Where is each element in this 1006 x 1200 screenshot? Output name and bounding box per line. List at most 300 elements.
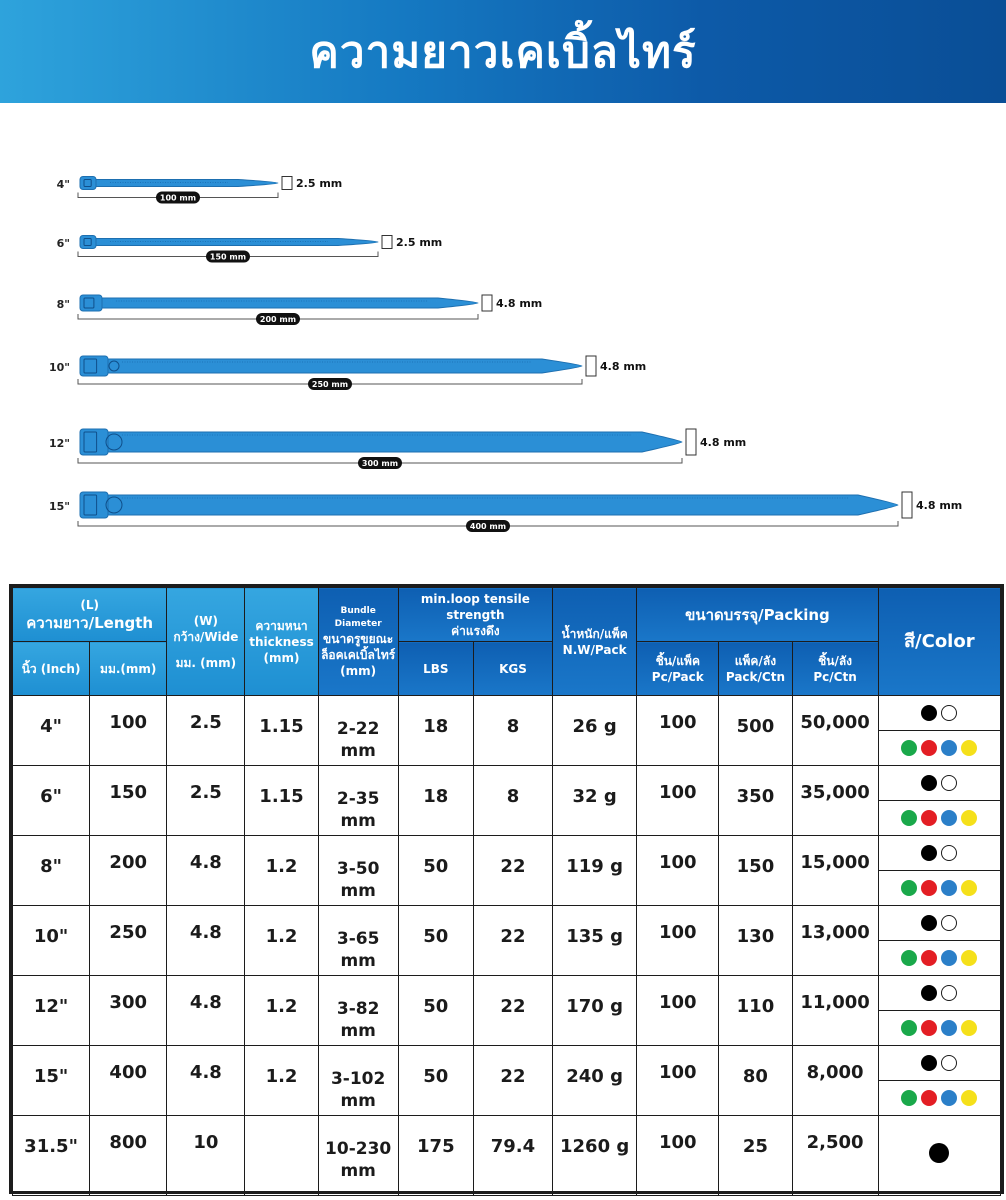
cell-pcpack	[637, 766, 719, 836]
cell-pcctn	[792, 1116, 878, 1196]
color-swatch	[921, 1020, 937, 1036]
color-swatch	[941, 880, 957, 896]
color-swatch	[901, 950, 917, 966]
color-swatch	[921, 775, 937, 791]
color-swatch	[961, 810, 977, 826]
cell-colors	[878, 976, 1000, 1046]
mm-value: 800	[109, 1132, 147, 1153]
color-swatch	[901, 1020, 917, 1036]
cell-colors	[878, 906, 1000, 976]
header-bundle-th1: ขนาดรูขยณะ	[323, 631, 394, 646]
mm-value: 150	[109, 782, 147, 803]
wide-value: 2.5	[189, 782, 222, 803]
bundle-unit: mm	[340, 1021, 376, 1041]
tie-length-label: 150 mm	[209, 252, 247, 262]
color-swatch	[941, 950, 957, 966]
table-row	[13, 906, 1001, 976]
tie-head	[80, 236, 96, 249]
cell-bundle	[318, 1046, 398, 1116]
tie-strap	[102, 298, 478, 308]
cell-kgs	[473, 766, 552, 836]
mm-value: 200	[109, 852, 147, 873]
color-swatch-row-bottom	[879, 1011, 1000, 1045]
bundle-range: 2-35	[336, 789, 380, 809]
bundle-range: 2-22	[336, 719, 380, 739]
header-wide-w: (W)	[193, 613, 218, 628]
cell-inch	[13, 766, 90, 836]
cell-pcctn	[792, 1046, 878, 1116]
width-bracket	[482, 295, 492, 311]
header-bundle-th2: ล็อคเคเบิ้ลไทร์	[321, 647, 396, 662]
cell-pcctn	[792, 836, 878, 906]
inch-value: 8"	[40, 856, 63, 877]
bundle-range: 3-50	[336, 859, 380, 879]
pcctn-value: 50,000	[800, 712, 870, 733]
cell-packctn	[719, 836, 792, 906]
header-color-label: สี/Color	[904, 630, 975, 652]
bundle-unit: mm	[340, 811, 376, 831]
bundle-range: 3-102	[330, 1069, 386, 1089]
packctn-value: 110	[736, 996, 775, 1017]
cell-pcpack	[637, 906, 719, 976]
bundle-range: 3-65	[336, 929, 380, 949]
cell-pcpack	[637, 1116, 719, 1196]
inch-value: 12"	[33, 996, 69, 1017]
header-kgs	[473, 642, 552, 696]
cell-bundle	[318, 836, 398, 906]
cable-tie-3	[49, 356, 646, 390]
cell-colors	[878, 696, 1000, 766]
cell-mm	[90, 906, 167, 976]
pcpack-value: 100	[658, 852, 697, 873]
color-swatch	[961, 1020, 977, 1036]
cell-mm	[90, 1116, 167, 1196]
cell-thick	[245, 906, 318, 976]
cell-mm	[90, 696, 167, 766]
cell-pcctn	[792, 976, 878, 1046]
nw-value: 170 g	[566, 996, 623, 1017]
cell-pcpack	[637, 976, 719, 1046]
header-tensile-th: ค่าแรงดึง	[451, 623, 500, 638]
pcpack-value: 100	[658, 1062, 697, 1083]
color-swatch-row-bottom	[879, 941, 1000, 975]
tie-size-label: 12"	[48, 437, 70, 450]
tie-length-label: 300 mm	[361, 459, 399, 468]
cell-wide	[167, 1116, 245, 1196]
tie-strap	[96, 180, 278, 187]
header-pc-ctn-th: ชิ้น/ลัง	[818, 653, 853, 668]
cell-packctn	[719, 1046, 792, 1116]
color-swatch	[901, 880, 917, 896]
header-packing	[637, 588, 878, 642]
nw-value: 1260 g	[560, 1136, 630, 1157]
spec-table-body	[13, 696, 1001, 1196]
header-inch	[13, 642, 90, 696]
tie-length-label: 400 mm	[469, 522, 507, 531]
color-swatch	[941, 1055, 957, 1071]
kgs-value: 8	[506, 786, 520, 807]
tie-strap	[96, 239, 378, 246]
cell-kgs	[473, 696, 552, 766]
color-swatch	[941, 1020, 957, 1036]
header-pack-ctn-th: แพ็ค/ลัง	[734, 653, 777, 668]
tie-width-label: 4.8 mm	[496, 297, 543, 310]
inch-value: 31.5"	[24, 1136, 78, 1157]
wide-value: 2.5	[189, 712, 222, 733]
color-swatch-row-top	[879, 697, 1000, 731]
color-swatch	[921, 740, 937, 756]
cell-packctn	[719, 766, 792, 836]
thick-value: 1.2	[265, 856, 298, 877]
cell-kgs	[473, 1046, 552, 1116]
cell-wide	[167, 696, 245, 766]
lbs-value: 18	[423, 716, 449, 737]
pcpack-value: 100	[658, 782, 697, 803]
pcctn-value: 13,000	[800, 922, 870, 943]
cell-packctn	[719, 696, 792, 766]
packctn-value: 130	[736, 926, 775, 947]
color-swatch	[941, 775, 957, 791]
cell-nw	[553, 766, 637, 836]
header-pc-pack-th: ชิ้น/แพ็ค	[655, 653, 700, 668]
header-mm	[90, 642, 167, 696]
header-lbs-label: LBS	[423, 661, 449, 676]
nw-value: 240 g	[566, 1066, 623, 1087]
color-swatch-row-bottom	[879, 871, 1000, 905]
packctn-value: 25	[742, 1136, 768, 1157]
header-thickness-en: thickness	[249, 634, 314, 649]
thick-value: 1.2	[265, 1066, 298, 1087]
cell-colors	[878, 766, 1000, 836]
header-length	[13, 588, 167, 642]
lbs-value: 175	[417, 1136, 455, 1157]
cable-tie-0	[57, 177, 343, 204]
cable-tie-4	[49, 429, 746, 469]
header-wide-label: กว้าง/Wide	[173, 629, 239, 644]
cell-packctn	[719, 1116, 792, 1196]
cable-tie-length-diagram	[0, 160, 1006, 560]
lbs-value: 50	[423, 1066, 449, 1087]
color-swatch	[961, 740, 977, 756]
cell-wide	[167, 906, 245, 976]
pcctn-value: 8,000	[806, 1062, 864, 1083]
cell-packctn	[719, 906, 792, 976]
cell-colors	[878, 836, 1000, 906]
header-pc-ctn	[792, 642, 878, 696]
tie-head	[80, 177, 96, 190]
color-swatch	[901, 810, 917, 826]
nw-value: 135 g	[566, 926, 623, 947]
bundle-unit: mm	[340, 881, 376, 901]
pcctn-value: 2,500	[806, 1132, 864, 1153]
cell-bundle	[318, 906, 398, 976]
header-kgs-label: KGS	[499, 661, 527, 676]
color-swatch	[961, 950, 977, 966]
header-thickness-unit: (mm)	[263, 650, 300, 665]
nw-value: 26 g	[572, 716, 617, 737]
cell-nw	[553, 906, 637, 976]
tie-size-label: 15"	[48, 500, 70, 513]
header-color	[878, 588, 1000, 696]
lbs-value: 50	[423, 996, 449, 1017]
color-swatch	[941, 1090, 957, 1106]
header-thickness-th: ความหนา	[255, 618, 308, 633]
width-bracket	[382, 236, 392, 249]
header-net-weight	[553, 588, 637, 696]
spec-table	[12, 587, 1001, 1196]
cable-tie-5	[49, 492, 962, 532]
header-thickness	[245, 588, 318, 696]
header-bundle-unit: (mm)	[340, 663, 377, 678]
header-tensile	[398, 588, 552, 642]
cell-lbs	[398, 906, 473, 976]
color-swatch	[921, 705, 937, 721]
cable-tie-2	[57, 295, 543, 325]
cell-thick	[245, 836, 318, 906]
tie-width-label: 2.5 mm	[396, 236, 443, 249]
cell-kgs	[473, 976, 552, 1046]
page-title: ความยาวเคเบิ้ลไทร์	[309, 26, 697, 78]
cell-lbs	[398, 976, 473, 1046]
color-swatch	[901, 1090, 917, 1106]
color-swatch	[941, 915, 957, 931]
wide-value: 4.8	[189, 922, 222, 943]
cell-thick	[245, 976, 318, 1046]
cell-pcpack	[637, 1046, 719, 1116]
title-banner	[0, 0, 1006, 103]
cell-nw	[553, 976, 637, 1046]
color-swatch	[921, 810, 937, 826]
wide-value: 4.8	[189, 852, 222, 873]
table-row	[13, 1116, 1001, 1196]
color-swatch	[961, 880, 977, 896]
cell-packctn	[719, 976, 792, 1046]
cell-mm	[90, 836, 167, 906]
header-tensile-en: min.loop tensile strength	[420, 591, 530, 622]
color-swatch-row-top	[879, 907, 1000, 941]
cell-thick	[245, 1116, 318, 1196]
thick-value: 1.2	[265, 996, 298, 1017]
nw-value: 119 g	[566, 856, 623, 877]
mm-value: 250	[109, 922, 147, 943]
header-bundle	[318, 588, 398, 696]
color-swatch	[921, 985, 937, 1001]
cell-colors	[878, 1046, 1000, 1116]
bundle-range: 10-230	[325, 1139, 392, 1159]
pcpack-value: 100	[658, 922, 697, 943]
bundle-unit: mm	[340, 741, 376, 761]
tie-strap	[108, 359, 582, 373]
bundle-unit: mm	[340, 951, 376, 971]
kgs-value: 22	[500, 926, 526, 947]
cell-inch	[13, 976, 90, 1046]
bundle-unit: mm	[340, 1091, 376, 1111]
table-row	[13, 696, 1001, 766]
tie-size-label: 10"	[48, 361, 70, 374]
color-swatch-row-top	[879, 1047, 1000, 1081]
header-packing-label: ขนาดบรรจุ/Packing	[685, 605, 830, 624]
header-pc-ctn-en: Pc/Ctn	[813, 669, 857, 684]
packctn-value: 500	[736, 716, 775, 737]
width-bracket	[586, 356, 596, 376]
color-swatch-row-bottom	[879, 801, 1000, 835]
header-length-label: ความยาว/Length	[26, 613, 154, 632]
packctn-value: 80	[742, 1066, 768, 1087]
lbs-value: 50	[423, 926, 449, 947]
cell-inch	[13, 696, 90, 766]
wide-value: 4.8	[189, 1062, 222, 1083]
table-row	[13, 1046, 1001, 1116]
color-swatch	[941, 845, 957, 861]
cell-wide	[167, 766, 245, 836]
mm-value: 300	[109, 992, 147, 1013]
bundle-unit: mm	[340, 1161, 376, 1181]
color-swatch-row-top	[879, 977, 1000, 1011]
thick-value: 1.15	[259, 786, 304, 807]
pcctn-value: 35,000	[800, 782, 870, 803]
header-pack-ctn-en: Pack/Ctn	[725, 669, 785, 684]
tie-size-label: 6"	[56, 237, 70, 250]
inch-value: 6"	[40, 786, 63, 807]
cell-nw	[553, 1116, 637, 1196]
tie-width-label: 4.8 mm	[700, 436, 747, 449]
cell-kgs	[473, 836, 552, 906]
cell-mm	[90, 1046, 167, 1116]
color-swatch	[921, 1055, 937, 1071]
header-pack-ctn	[719, 642, 792, 696]
color-swatch	[921, 950, 937, 966]
kgs-value: 79.4	[490, 1136, 536, 1157]
color-swatch-black	[929, 1143, 949, 1163]
header-nw-en: N.W/Pack	[562, 642, 627, 657]
cell-bundle	[318, 696, 398, 766]
cell-inch	[13, 1046, 90, 1116]
cell-lbs	[398, 1116, 473, 1196]
lbs-value: 18	[423, 786, 449, 807]
thick-value: 1.15	[259, 716, 304, 737]
cell-nw	[553, 1046, 637, 1116]
kgs-value: 22	[500, 856, 526, 877]
cable-tie-1	[57, 236, 443, 263]
header-wide-unit: มม. (mm)	[175, 655, 237, 670]
cell-pcctn	[792, 696, 878, 766]
cell-colors	[878, 1116, 1000, 1196]
color-swatch	[921, 915, 937, 931]
header-mm-label: มม.(mm)	[100, 661, 157, 676]
header-pc-pack	[637, 642, 719, 696]
header-lbs	[398, 642, 473, 696]
cell-pcctn	[792, 766, 878, 836]
tie-head	[80, 295, 102, 311]
mm-value: 100	[109, 712, 147, 733]
cell-pcpack	[637, 836, 719, 906]
cell-bundle	[318, 766, 398, 836]
pcctn-value: 15,000	[800, 852, 870, 873]
wide-value: 10	[193, 1132, 219, 1153]
table-row	[13, 836, 1001, 906]
thick-value: 1.2	[265, 926, 298, 947]
bundle-range: 3-82	[336, 999, 380, 1019]
pcpack-value: 100	[658, 712, 697, 733]
tie-width-label: 2.5 mm	[296, 177, 343, 190]
tie-width-label: 4.8 mm	[600, 360, 647, 373]
color-swatch	[941, 810, 957, 826]
width-bracket	[902, 492, 912, 518]
cell-inch	[13, 836, 90, 906]
tie-length-label: 250 mm	[311, 380, 349, 389]
cell-mm	[90, 976, 167, 1046]
header-bundle-en: Bundle Diameter	[334, 605, 382, 629]
cell-lbs	[398, 1046, 473, 1116]
packctn-value: 150	[736, 856, 775, 877]
cell-kgs	[473, 1116, 552, 1196]
width-bracket	[686, 429, 696, 455]
mm-value: 400	[109, 1062, 147, 1083]
color-swatch-row-bottom	[879, 1081, 1000, 1115]
cell-kgs	[473, 906, 552, 976]
cell-inch	[13, 1116, 90, 1196]
kgs-value: 22	[500, 1066, 526, 1087]
cell-bundle	[318, 976, 398, 1046]
pcctn-value: 11,000	[800, 992, 870, 1013]
cell-inch	[13, 906, 90, 976]
table-row	[13, 766, 1001, 836]
table-row	[13, 976, 1001, 1046]
header-wide	[167, 588, 245, 696]
inch-value: 4"	[40, 716, 63, 737]
color-swatch-row-bottom	[879, 731, 1000, 765]
color-swatch	[941, 985, 957, 1001]
tie-size-label: 8"	[56, 298, 70, 311]
packctn-value: 350	[736, 786, 775, 807]
pcpack-value: 100	[658, 1132, 697, 1153]
tie-diagram-svg	[0, 160, 1006, 560]
header-pc-pack-en: Pc/Pack	[651, 669, 704, 684]
cell-mm	[90, 766, 167, 836]
nw-value: 32 g	[572, 786, 617, 807]
kgs-value: 8	[506, 716, 520, 737]
tie-length-label: 200 mm	[259, 315, 297, 324]
cell-nw	[553, 696, 637, 766]
color-swatch	[921, 845, 937, 861]
cell-wide	[167, 1046, 245, 1116]
header-nw-th: น้ำหนัก/แพ็ค	[561, 626, 628, 641]
width-bracket	[282, 177, 292, 190]
cell-lbs	[398, 836, 473, 906]
pcpack-value: 100	[658, 992, 697, 1013]
wide-value: 4.8	[189, 992, 222, 1013]
header-length-l: (L)	[80, 597, 99, 612]
color-swatch	[901, 740, 917, 756]
color-swatch	[941, 705, 957, 721]
color-swatch	[921, 880, 937, 896]
inch-value: 10"	[33, 926, 69, 947]
cell-thick	[245, 1046, 318, 1116]
cell-lbs	[398, 766, 473, 836]
cell-nw	[553, 836, 637, 906]
cell-thick	[245, 696, 318, 766]
color-swatch	[961, 1090, 977, 1106]
tie-width-label: 4.8 mm	[916, 499, 963, 512]
color-swatch	[921, 1090, 937, 1106]
spec-table-container	[9, 584, 1004, 1194]
tie-size-label: 4"	[56, 178, 70, 191]
cell-wide	[167, 836, 245, 906]
color-swatch	[941, 740, 957, 756]
kgs-value: 22	[500, 996, 526, 1017]
color-swatch-row-top	[879, 767, 1000, 801]
cell-wide	[167, 976, 245, 1046]
